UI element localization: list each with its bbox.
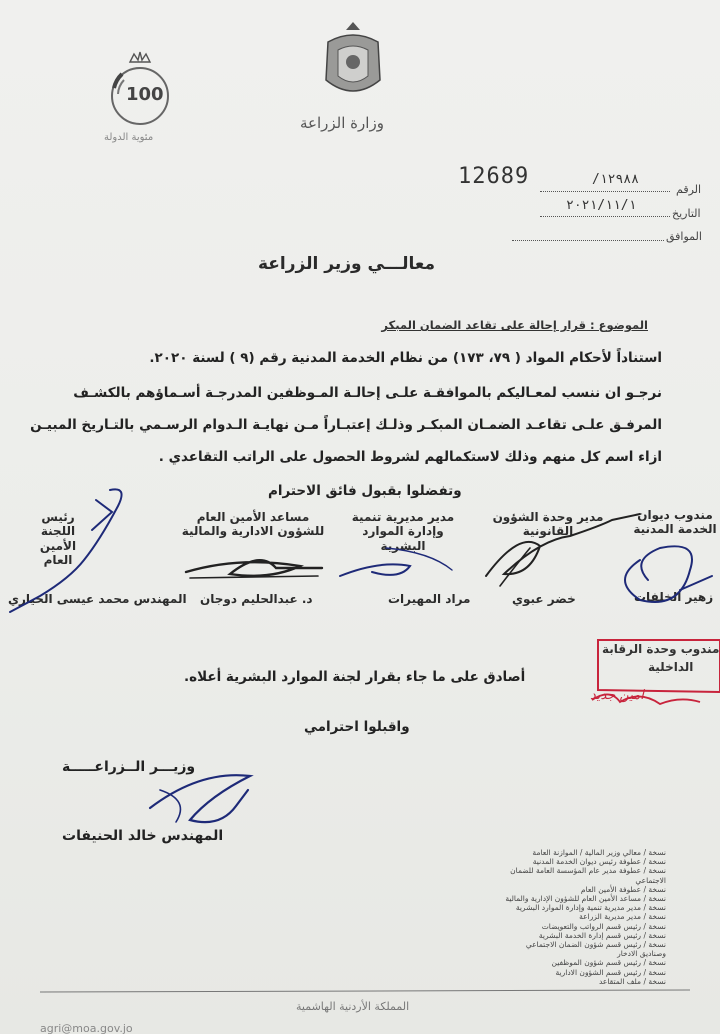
internal-control-title-1: مندوب وحدة الرقابة: [602, 642, 720, 656]
minister-name: المهندس خالد الحنيفات: [62, 828, 224, 844]
date-value: ٢٠٢١/١١/١: [566, 198, 637, 213]
stamp-number: 12689: [458, 164, 530, 189]
signature-assistant-b: [190, 576, 318, 578]
cc-item: نسخة / رئيس قسم شؤون الضمان الاجتماعي وصناديق الادخار: [525, 940, 666, 959]
cc-item: نسخة / رئيس قسم شؤون الموظفين: [551, 958, 666, 968]
minister-title: وزيـــر الــزراعـــــة: [62, 759, 196, 775]
internal-control-handwritten: امين جديد: [590, 688, 644, 703]
paragraph-2-line-1: نرجـو ان ننسب لمعـاليكم بالموافقـة علـى إحالـة المـوظفين المدرجـة أسـماؤهم بالكشـف: [73, 385, 662, 401]
cc-item: نسخة / مدير مديرية الزراعة: [579, 912, 666, 922]
footer-rule: [40, 990, 690, 992]
centenary-number: 100: [126, 84, 164, 105]
committee-title-1: مندوب ديوان الخدمة المدنية: [633, 508, 717, 537]
cc-item: نسخة / عطوفة رئيس ديوان الخدمة المدنية: [532, 857, 666, 867]
signature-civil: [625, 546, 692, 602]
internal-control-title-2: الداخلية: [648, 660, 694, 674]
signature-hr-b: [386, 548, 452, 570]
cc-item: نسخة / رئيس قسم إدارة الخدمة البشرية: [538, 930, 666, 940]
signature-minister: [150, 775, 250, 822]
cc-item: نسخة / عطوفة الأمين العام: [580, 884, 666, 894]
committee-name-4: د. عبدالحليم دوجان: [200, 592, 313, 606]
committee-title-4: مساعد الأمين العام للشؤون الادارية والمالية: [181, 510, 325, 539]
signature-minister-b: [160, 790, 180, 822]
paragraph-2-line-2: المرفـق علـى تقاعـد الضمـان المبكـر وذلـك إعتبـاراً مـن نهايـة الـدوام الرسـمي بالتـاريخ المبيـن: [30, 417, 662, 433]
committee-name-1: زهير الخلفات: [634, 590, 714, 604]
paragraph-2-line-3: ازاء اسم كل منهم وذلك لاستكمالهم لشروط الحصول على الراتب التقاعدي .: [158, 449, 662, 465]
corresponding-label: الموافق: [666, 230, 702, 243]
cc-item: نسخة / عطوفة مدير عام المؤسسة العامة للضمان الاجتماعي: [510, 866, 666, 885]
ministry-name: وزارة الزراعة: [300, 114, 384, 132]
date-label: التاريخ: [672, 207, 701, 220]
committee-title-2: مدير وحدة الشؤون القانونية: [492, 510, 604, 539]
cc-item: نسخة / رئيس قسم الرواتب والتعويضات: [541, 921, 666, 931]
centenary-caption: مئوية الدولة: [104, 132, 154, 143]
cc-item: نسخة / معالي وزير المالية / الموازنة العامة: [532, 848, 666, 857]
signature-hr: [340, 564, 410, 576]
committee-name-2: خضر عبوي: [512, 592, 576, 606]
footer-kingdom: المملكة الأردنية الهاشمية: [296, 1000, 410, 1013]
committee-title-5: رئيس اللجنة الأمين العام: [39, 510, 77, 568]
cc-item: نسخة / مدير مديرية تنمية وإدارة الموارد البشرية: [515, 903, 666, 913]
committee-name-5: المهندس محمد عيسى الحياري: [8, 592, 187, 606]
subject-line: الموضوع : قرار إحالة على تقاعد الضمان المبكر: [381, 318, 648, 332]
signature-assistant: [186, 560, 322, 576]
footer-contact: agri@moa.gov.jo: [40, 1022, 133, 1034]
signature-legal: [486, 514, 640, 576]
approval-closing: واقبلوا احترامي: [304, 719, 410, 735]
cc-item: نسخة / مساعد الأمين العام للشؤون الإدارية والمالية: [505, 894, 666, 904]
reference-value: /١٢٩٨٨: [592, 172, 639, 187]
paragraph-1: استناداً لأحكام المواد ( ٧٩، ١٧٣) من نظام الخدمة المدنية رقم (٩ ) لسنة ٢٠٢٠.: [149, 350, 662, 366]
committee-name-3: مراد المهيرات: [388, 592, 471, 606]
cc-item: نسخة / رئيس قسم الشؤون الادارية: [555, 967, 666, 977]
closing-line: وتفضلوا بقبول فائق الاحترام: [268, 483, 462, 499]
cc-item: نسخة / ملف المتقاعد: [598, 976, 666, 986]
cc-list: [498, 848, 666, 986]
addressee: معالـــي وزير الزراعة: [258, 254, 435, 274]
reference-label: الرقم: [676, 183, 702, 196]
signature-chair-b: [92, 500, 112, 530]
approval-text: أصادق على ما جاء بقرار لجنة الموارد البشرية أعلاه.: [184, 669, 526, 685]
committee-title-3: مدير مديرية تنمية وإدارة الموارد البشرية: [351, 510, 455, 553]
